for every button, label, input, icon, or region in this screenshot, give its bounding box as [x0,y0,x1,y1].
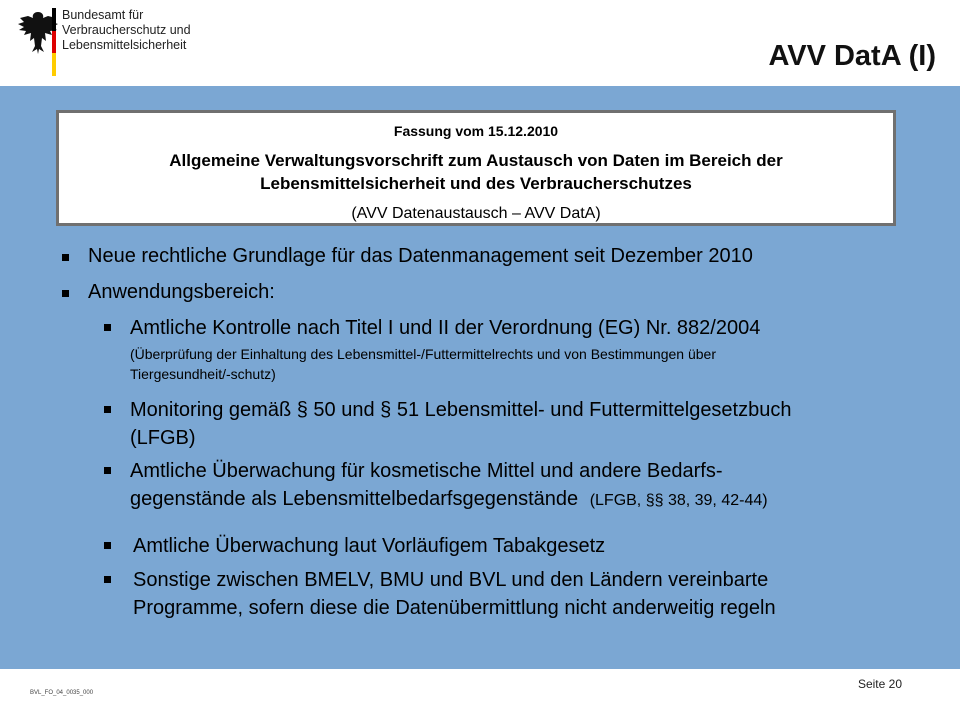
bullet-cosmetics-line-1: Amtliche Überwachung für kosmetische Mittel und andere Bedarfs- [130,460,723,482]
organization-name [62,8,191,53]
bullet-monitoring-line-1: Monitoring gemäß § 50 und § 51 Lebensmittel- und Futtermittelgesetzbuch [130,399,792,421]
bullet-official-control-note-1: (Überprüfung der Einhaltung des Lebensmittel-/Futtermittelrechts und von Bestimmungen über [130,346,716,362]
regulation-full-title [69,149,883,195]
org-line-3: Lebensmittelsicherheit [62,38,187,52]
version-date: Fassung vom 15.12.2010 [393,123,559,139]
regulation-abbreviation: (AVV Datenaustausch – AVV DatA) [351,205,601,222]
document-code: BVL_FO_04_0035_000 [30,690,94,696]
slide-content [0,86,960,669]
bullet-legal-basis: Neue rechtliche Grundlage für das Datenmanagement seit Dezember 2010 [88,245,753,267]
flag-bar [52,8,56,76]
bullet-square-icon [104,406,111,413]
page-number: Seite 20 [857,677,902,691]
bullet-tobacco: Amtliche Überwachung laut Vorläufigem Tabakgesetz [133,535,606,557]
org-line-1: Bundesamt für [62,8,144,22]
slide-header [0,0,960,86]
bullet-square-icon [104,576,111,583]
bullet-square-icon [104,324,111,331]
regulation-title-line-1: Allgemeine Verwaltungsvorschrift zum Austausch von Daten im Bereich der [169,151,783,170]
bullet-square-icon [62,254,69,261]
bullet-square-icon [62,290,69,297]
bullet-scope: Anwendungsbereich: [88,281,275,303]
bullet-square-icon [104,542,111,549]
bullet-square-icon [104,467,111,474]
bullet-other-programs-line-1: Sonstige zwischen BMELV, BMU und BVL und den Ländern vereinbarte [133,569,769,591]
bullet-monitoring-line-2: (LFGB) [130,427,196,449]
bullet-other-programs-line-2: Programme, sofern diese die Datenübermittlung nicht anderweitig regeln [133,597,776,619]
bullet-official-control-note-2: Tiergesundheit/-schutz) [130,366,276,382]
slide-footer [0,669,960,720]
bullet-cosmetics-reference: (LFGB, §§ 38, 39, 42-44) [589,492,768,509]
regulation-box [56,110,896,226]
slide-title: AVV DatA (I) [768,40,936,72]
org-line-2: Verbraucherschutz und [62,23,191,37]
bullet-cosmetics-text: gegenstände als Lebensmittelbedarfsgegenstände [130,488,579,510]
bullet-official-control: Amtliche Kontrolle nach Titel I und II der Verordnung (EG) Nr. 882/2004 [130,317,761,339]
regulation-title-line-2: Lebensmittelsicherheit und des Verbraucherschutzes [260,174,692,193]
bullet-cosmetics-line-2 [130,485,768,515]
